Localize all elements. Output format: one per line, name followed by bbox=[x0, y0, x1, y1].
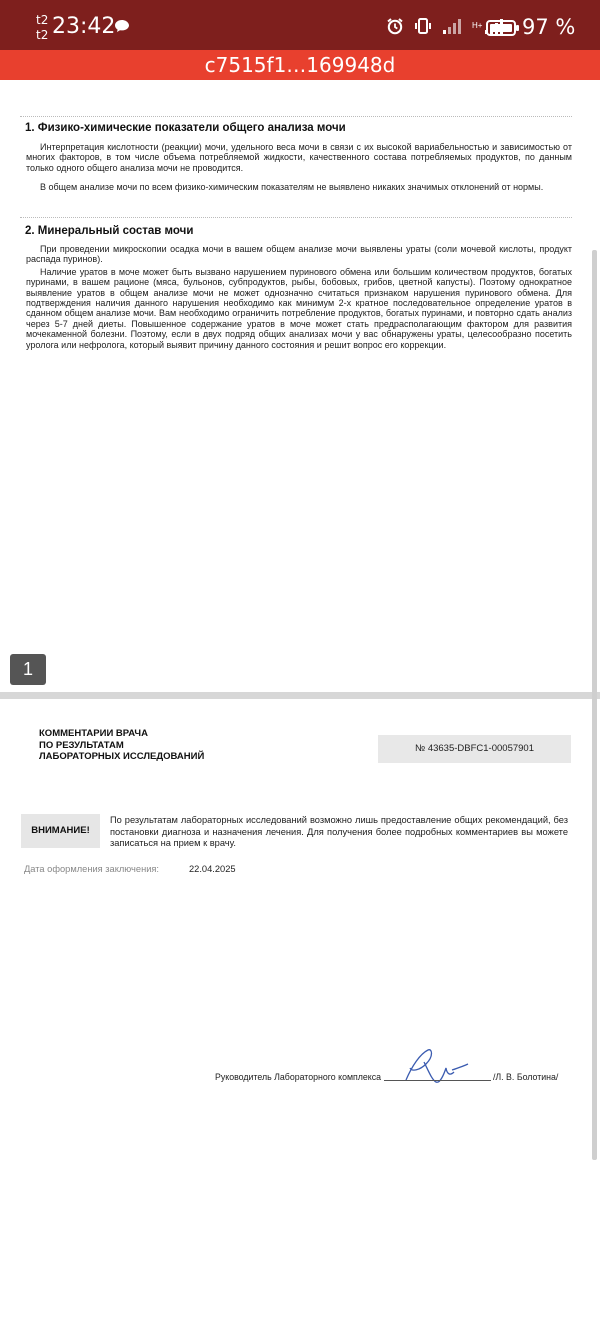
attention-label: ВНИМАНИЕ! bbox=[21, 814, 100, 848]
paragraph: Интерпретация кислотности (реакции) мочи, удельного веса мочи в связи с их высокой вариабельностью и зависимостью от многих факторов, в том числе объема потребляемой жидкости, качественного состава потребляемых продуктов, по данным только одного общего анализа мочи не проводится. bbox=[26, 142, 572, 173]
attention-text: По результатам лабораторных исследований возможно лишь предоставление общих рекомендаций, без постановки диагноза и назначения лечения. Для получения более подробных комментариев вы можете записаться на прием к врачу. bbox=[110, 815, 568, 849]
scrollbar[interactable] bbox=[592, 250, 597, 1160]
page-number-badge: 1 bbox=[10, 654, 46, 685]
comments-title-line: ПО РЕЗУЛЬТАТАМ bbox=[39, 739, 124, 751]
paragraph: При проведении микроскопии осадка мочи в вашем общем анализе мочи выявлены ураты (соли мочевой кислоты, продукт распада пуринов). bbox=[26, 244, 572, 265]
comments-title-line: КОММЕНТАРИИ ВРАЧА bbox=[39, 728, 148, 739]
clock: 23:42 bbox=[52, 14, 116, 39]
paragraph: Наличие уратов в моче может быть вызвано нарушением пуринового обмена или большим количеством продуктов, богатых пуринами, в вашем рационе (мяса, бульонов, субпродуктов, рыбы, бобовых, грибов, цветной капусты). Поэтому однократное выявление уратов в общем анализе мочи не может однозначно считаться признаком нарушения пуринового обмена. Для подтверждения наличия данного нарушения необходимо как минимум 2-х кратное последовательное определение уратов в сданном общем анализе мочи. Вам необходимо ограничить потребление продуктов, богатых пуринами, и повторно сдать анализ через 5-7 дней диеты. Повышенное содержание уратов в моче может стать предрасполагающим фактором для развития мочекаменной болезни. Поэтому, если в двух подряд общих анализах мочи у вас обнаружены ураты, целесообразно посетить уролога или нефролога, который выявит причину данного состояния и решит вопрос его коррекции. bbox=[26, 266, 572, 350]
signature-name: /Л. В. Болотина/ bbox=[492, 1072, 559, 1082]
battery-percent: 97 % bbox=[522, 15, 576, 39]
reference-number: № 43635-DBFC1-00057901 bbox=[378, 735, 571, 763]
signal-1-icon bbox=[442, 17, 462, 35]
carrier-label bbox=[36, 13, 48, 43]
battery-icon bbox=[486, 20, 516, 36]
divider bbox=[20, 116, 572, 117]
paragraph: В общем анализе мочи по всем физико-химическим показателям не выявлено никаких значимых отклонений от нормы. bbox=[40, 182, 544, 193]
divider bbox=[20, 217, 572, 218]
signature-role: Руководитель Лабораторного комплекса bbox=[215, 1072, 382, 1082]
section-physchem bbox=[20, 122, 572, 193]
signature-row bbox=[215, 1072, 558, 1082]
section-mineral bbox=[20, 225, 572, 350]
comments-title bbox=[39, 728, 204, 763]
date-value: 22.04.2025 bbox=[189, 864, 236, 874]
page-separator bbox=[0, 692, 600, 699]
section-heading: 2. Минеральный состав мочи bbox=[25, 225, 194, 237]
signature-line bbox=[384, 1080, 491, 1081]
date-label: Дата оформления заключения: bbox=[24, 864, 160, 874]
carrier-top: t2 bbox=[36, 13, 49, 27]
carrier-bottom: t2 bbox=[36, 28, 49, 42]
section-heading: 1. Физико-химические показатели общего анализа мочи bbox=[25, 122, 346, 134]
comments-title-line: ЛАБОРАТОРНЫХ ИССЛЕДОВАНИЙ bbox=[39, 751, 205, 762]
status-bar bbox=[0, 0, 600, 50]
network-type-label: H+ bbox=[472, 21, 483, 30]
document-title: c7515f1…169948d bbox=[0, 50, 600, 80]
message-icon bbox=[114, 19, 130, 33]
alarm-icon bbox=[386, 17, 404, 35]
vibrate-icon bbox=[414, 17, 432, 35]
